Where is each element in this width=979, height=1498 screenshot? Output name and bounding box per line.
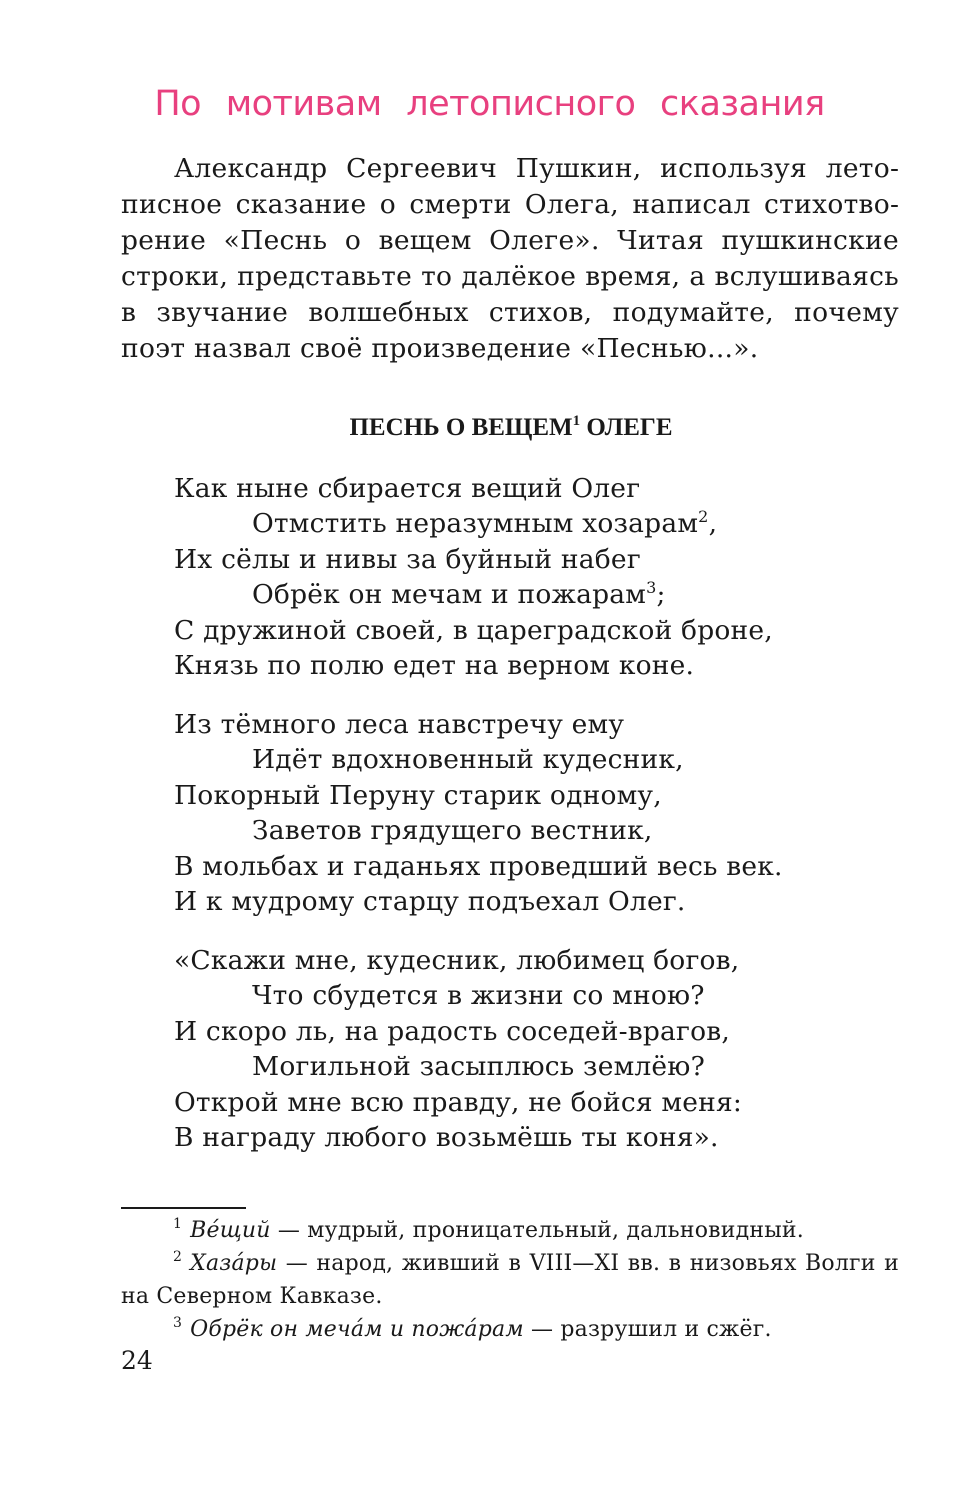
footnote-term: Хаза́ры	[190, 1251, 278, 1276]
stanza-3	[174, 943, 914, 1155]
poem-line: Их сёлы и нивы за буйный набег	[174, 543, 641, 575]
stanza-1	[174, 471, 914, 683]
poem-title-end: ОЛЕГЕ	[580, 414, 673, 441]
poem-line: Заветов грядущего вестник,	[252, 815, 653, 847]
poem-line: Могильной засыплюсь землёю?	[252, 1051, 705, 1083]
footnote-text: — мудрый, проницательный, дальновидный.	[270, 1218, 804, 1243]
poem-line: Идёт вдохновенный кудесник,	[252, 744, 684, 776]
poem-line: Покорный Перуну старик одному,	[174, 779, 662, 811]
poem-line: В награду любого возьмёшь ты коня».	[174, 1122, 719, 1154]
poem-line	[174, 506, 914, 541]
footnote-term: Ве́щий	[190, 1218, 271, 1243]
poem-line: И скоро ль, на радость соседей-врагов,	[174, 1015, 731, 1047]
footnote-ref-2: 2	[698, 507, 709, 527]
poem-title-text: ПЕСНЬ О ВЕЩЕМ	[349, 414, 573, 441]
footnote-divider	[121, 1207, 246, 1209]
intro-paragraph: Александр Сергеевич Пушкин, используя летописное сказание о смерти Олега, написал стихотворение «Песнь о вещем Олеге». Читая пушкинские строки, представьте то далёкое время, а вслушиваясь в звучание волшебных стихов, подумайте, почему поэт назвал своё произведение «Песнью...».	[121, 153, 899, 364]
poem-line-text: Отмстить неразумным хозарам	[252, 508, 699, 540]
poem-line: Открой мне всю правду, не бойся меня:	[174, 1086, 743, 1118]
footnote-ref-1: 1	[572, 413, 581, 429]
footnote-number: 2	[173, 1249, 183, 1265]
page-number: 24	[121, 1346, 153, 1375]
poem-line: И к мудрому старцу подъехал Олег.	[174, 886, 686, 918]
poem-line: С дружиной своей, в цареградской броне,	[174, 614, 773, 646]
footnote-3	[121, 1313, 899, 1346]
footnote-text: — народ, живший в VIII—XI вв. в низовьях Волги и на Северном Кавказе.	[121, 1251, 899, 1309]
section-title: По мотивам летописного сказания	[154, 84, 825, 124]
poem-line: Что сбудется в жизни со мною?	[252, 980, 705, 1012]
stanza-2	[174, 707, 914, 919]
footnote-number: 1	[173, 1216, 183, 1232]
footnote-number: 3	[173, 1315, 183, 1331]
poem-line: Из тёмного леса навстречу ему	[174, 709, 625, 740]
footnote-1	[121, 1214, 899, 1247]
footnote-term: Обрёк он меча́м и пожа́рам	[190, 1317, 524, 1342]
poem-line: В мольбах и гаданьях проведший весь век.	[174, 850, 783, 882]
poem-title	[0, 414, 979, 442]
poem-line: Как ныне сбирается вещий Олег	[174, 473, 641, 504]
footnote-ref-3: 3	[646, 578, 657, 598]
poem-line-punct: ,	[708, 508, 718, 540]
footnote-2	[121, 1247, 899, 1313]
poem-line-text: Обрёк он мечам и пожарам	[252, 579, 647, 611]
poem-line: «Скажи мне, кудесник, любимец богов,	[174, 945, 740, 976]
poem-line: Князь по полю едет на верном коне.	[174, 650, 695, 682]
poem-line	[174, 577, 914, 612]
footnote-text: — разрушил и сжёг.	[523, 1317, 772, 1342]
poem-line-punct: ;	[656, 579, 666, 611]
footnotes	[121, 1214, 899, 1346]
